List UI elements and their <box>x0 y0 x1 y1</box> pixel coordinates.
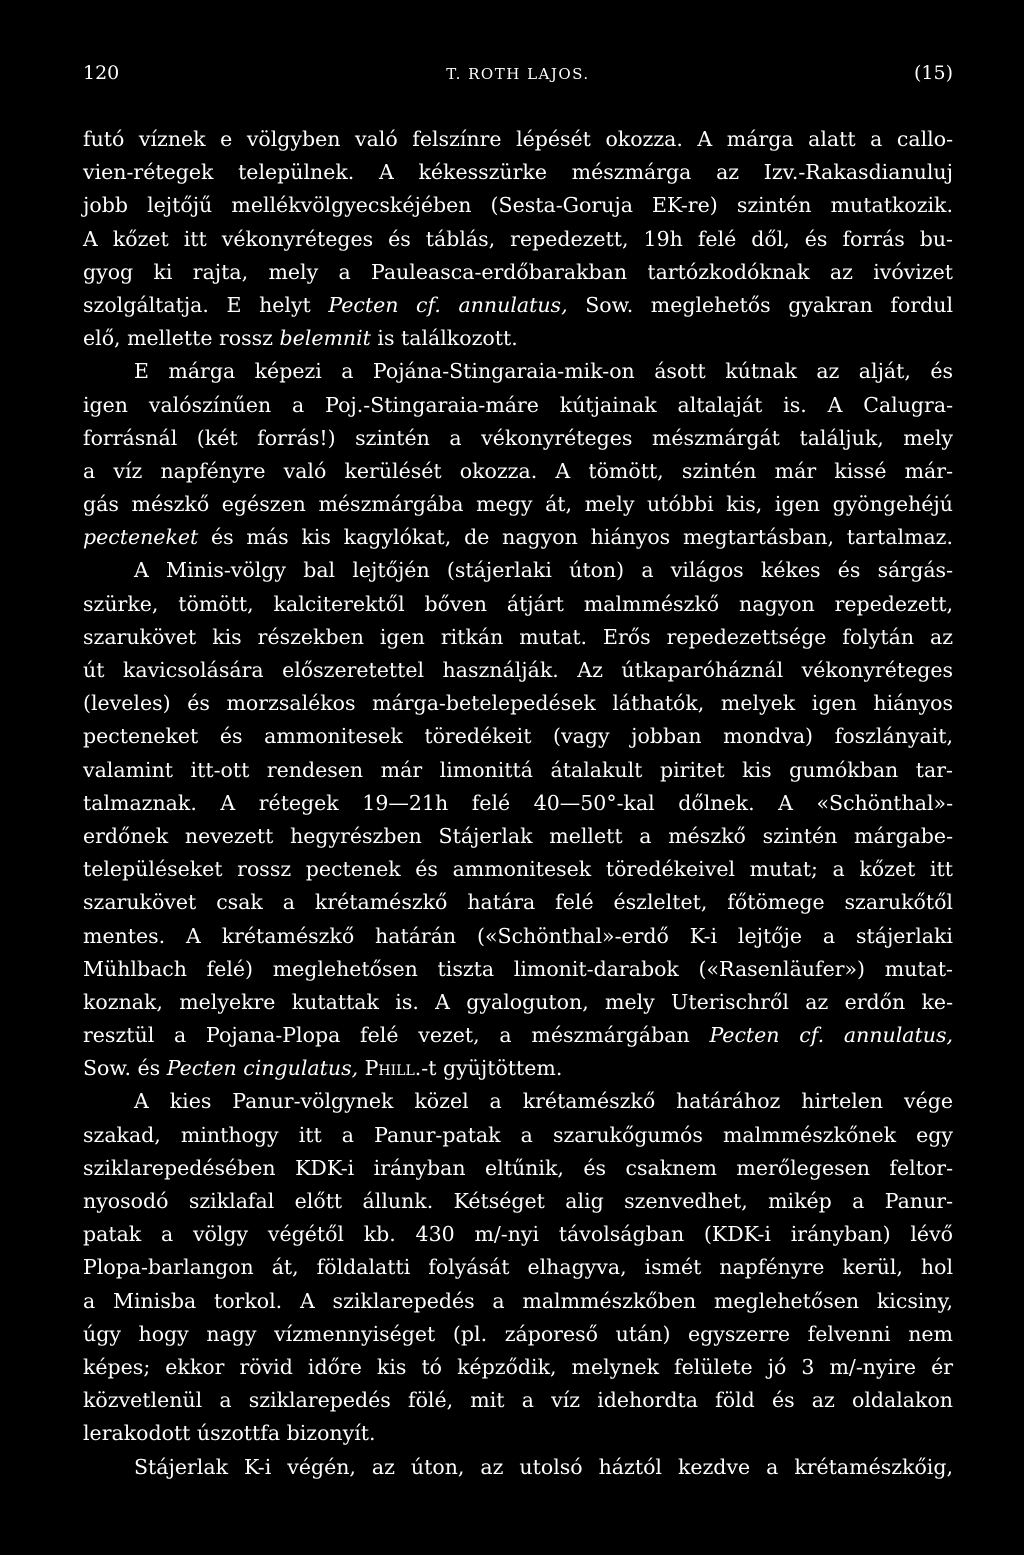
text-line <box>83 1119 953 1152</box>
text-line <box>83 1285 953 1318</box>
line-text: szakad, minthogy itt a Panur-patak a szarukőgumós malmmészkőnek egy <box>83 1122 953 1147</box>
line-text: Stájerlak K-i végén, az úton, az utolsó háztól kezdve a krétamészkőig, <box>134 1454 953 1479</box>
line-text: E márga képezi a Pojána-Stingaraia-mik-on ásott kútnak az alját, és <box>134 359 953 384</box>
italic-term: Pecten cf. annulatus, <box>328 292 568 317</box>
line-text: szarukövet kis részekben igen ritkán mutat. Erős repedezettsége folytán az <box>83 624 953 649</box>
line-text: Sow. és <box>83 1056 167 1081</box>
text-line <box>83 355 953 388</box>
italic-term: belemnit <box>279 326 371 351</box>
text-line <box>83 422 953 455</box>
text-line <box>83 1185 953 1218</box>
page-number: 120 <box>83 62 120 84</box>
line-text: (leveles) és morzsalékos márga-betelepedések láthatók, melyek igen hiányos <box>83 691 953 716</box>
text-line <box>83 123 953 156</box>
line-text: szolgáltatja. E helyt <box>83 292 329 317</box>
text-line <box>83 1218 953 1251</box>
text-line <box>83 588 953 621</box>
line-text: a Minisba torkol. A sziklarepedés a malmmészkőben meglehetősen kicsiny, <box>83 1288 953 1313</box>
line-text: úgy hogy nagy vízmennyiséget (pl. záporeső után) egyszerre felvenni nem <box>83 1321 953 1346</box>
text-line <box>83 1451 953 1484</box>
text-line <box>83 853 953 886</box>
page-header <box>83 62 953 92</box>
running-head: T. ROTH LAJOS. <box>446 65 590 83</box>
line-text: közvetlenül a sziklarepedés fölé, mit a víz idehordta föld és az oldalakon <box>83 1388 953 1413</box>
italic-term: pecteneket <box>83 525 199 550</box>
line-text: mentes. A krétamészkő határán («Schönthal»-erdő K-i lejtője a stájerlaki <box>83 923 953 948</box>
line-text: szarukövet csak a krétamészkő határa felé észleltet, főtömege szarukőtől <box>83 890 953 915</box>
text-line <box>83 1417 953 1450</box>
text-line <box>83 1251 953 1284</box>
line-text: képes; ekkor rövid időre kis tó képződik, melynek felülete jó 3 m/-nyire ér <box>83 1354 953 1379</box>
line-text: a víz napfényre való kerülését okozza. A tömött, szintén már kissé már- <box>83 458 953 483</box>
text-line <box>83 886 953 919</box>
text-line <box>83 953 953 986</box>
text-line <box>83 1318 953 1351</box>
text-line <box>83 189 953 222</box>
text-line <box>83 787 953 820</box>
line-text: Mühlbach felé) meglehetősen tiszta limonit-darabok («Rasenläufer») mutat- <box>83 956 953 981</box>
line-text: Plopa-barlangon át, földalatti folyását elhagyva, ismét napfényre kerül, hol <box>83 1255 953 1280</box>
line-text: nyosodó sziklafal előtt állunk. Kétséget alig szenvedhet, mikép a Panur- <box>83 1189 953 1213</box>
text-line <box>83 754 953 787</box>
line-text: és más kis kagylókat, de nagyon hiányos megtartásban, tartalmaz. <box>198 525 953 550</box>
line-text: gás mészkő egészen mészmárgába megy át, mely utóbbi kis, igen gyöngehéjú <box>83 492 953 517</box>
line-text: -t gyüjtöttem. <box>421 1056 563 1081</box>
text-line <box>83 554 953 587</box>
italic-term: Pecten cingulatus, <box>166 1056 359 1081</box>
line-text: vien-rétegek települnek. A kékesszürke mészmárga az Izv.-Rakasdianuluj <box>83 160 953 185</box>
line-text: gyog ki rajta, mely a Pauleasca-erdőbarakban tartózkodóknak az ivóvizet <box>83 259 953 284</box>
text-line <box>83 156 953 189</box>
section-number: (15) <box>913 62 953 84</box>
text-line <box>83 1384 953 1417</box>
text-line <box>83 920 953 953</box>
line-text: patak a völgy végétől kb. 430 m/-nyi távolságban (KDK-i irányban) lévő <box>83 1222 953 1247</box>
line-text: lerakodott úszottfa bizonyít. <box>83 1421 376 1446</box>
line-text: erdőnek nevezett hegyrészben Stájerlak mellett a mészkő szintén márgabe- <box>83 823 953 848</box>
text-line <box>83 389 953 422</box>
text-line <box>83 289 953 322</box>
text-line <box>83 720 953 753</box>
text-line <box>83 654 953 687</box>
line-text: A kies Panur-völgynek közel a krétamészkő határához hirtelen vége <box>134 1089 953 1114</box>
line-text: pecteneket és ammonitesek töredékeit (vagy jobban mondva) foszlányait, <box>83 724 953 749</box>
italic-term: Pecten cf. annulatus, <box>709 1023 953 1048</box>
line-text: sziklarepedésében KDK-i irányban eltűnik, és csaknem merőlegesen feltor- <box>83 1155 953 1180</box>
text-line <box>83 1085 953 1118</box>
text-line <box>83 621 953 654</box>
text-line <box>83 455 953 488</box>
line-text: A kőzet itt vékonyréteges és táblás, repedezett, 19h felé dől, és forrás bu- <box>83 226 953 251</box>
line-text: igen valószínűen a Poj.-Stingaraia-máre kútjainak altalaját is. A Calugra- <box>83 392 953 417</box>
author-name: Phill. <box>364 1056 422 1081</box>
text-line <box>83 1152 953 1185</box>
text-line <box>83 687 953 720</box>
body-text <box>83 123 953 1484</box>
line-text: is találkozott. <box>370 326 518 351</box>
text-line <box>83 521 953 554</box>
line-text: koznak, melyekre kutattak is. A gyaloguton, mely Uterischről az erdőn ke- <box>83 989 953 1014</box>
line-text: Sow. meglehetős gyakran fordul <box>567 292 953 317</box>
text-line <box>83 820 953 853</box>
text-line <box>83 223 953 256</box>
line-text: talmaznak. A rétegek 19—21h felé 40—50°-kal dőlnek. A «Schönthal»- <box>83 790 953 815</box>
line-text: futó víznek e völgyben való felszínre lépését okozza. A márga alatt a callo- <box>83 127 953 151</box>
text-line <box>83 1019 953 1052</box>
line-text: A Minis-völgy bal lejtőjén (stájerlaki úton) a világos kékes és sárgás- <box>134 558 953 583</box>
text-line <box>83 322 953 355</box>
text-line <box>83 256 953 289</box>
line-text: jobb lejtőjű mellékvölgyecskéjében (Sesta-Goruja EK-re) szintén mutatkozik. <box>83 193 953 218</box>
text-line <box>83 488 953 521</box>
line-text: településeket rossz pectenek és ammonitesek töredékeivel mutat; a kőzet itt <box>83 857 953 882</box>
line-text: resztül a Pojana-Plopa felé vezet, a mészmárgában <box>83 1023 710 1048</box>
text-line <box>83 1052 953 1085</box>
text-line <box>83 986 953 1019</box>
line-text: út kavicsolására előszeretettel használják. Az útkaparóháznál vékonyréteges <box>83 658 953 682</box>
line-text: szürke, tömött, kalciterektől bőven átjárt malmmészkő nagyon repedezett, <box>83 591 953 616</box>
text-line <box>83 1351 953 1384</box>
line-text: forrásnál (két forrás!) szintén a vékonyréteges mészmárgát találjuk, mely <box>83 425 953 450</box>
line-text: valamint itt-ott rendesen már limonittá átalakult piritet kis gumókban tar- <box>83 757 953 782</box>
line-text: elő, mellette rossz <box>83 326 280 351</box>
